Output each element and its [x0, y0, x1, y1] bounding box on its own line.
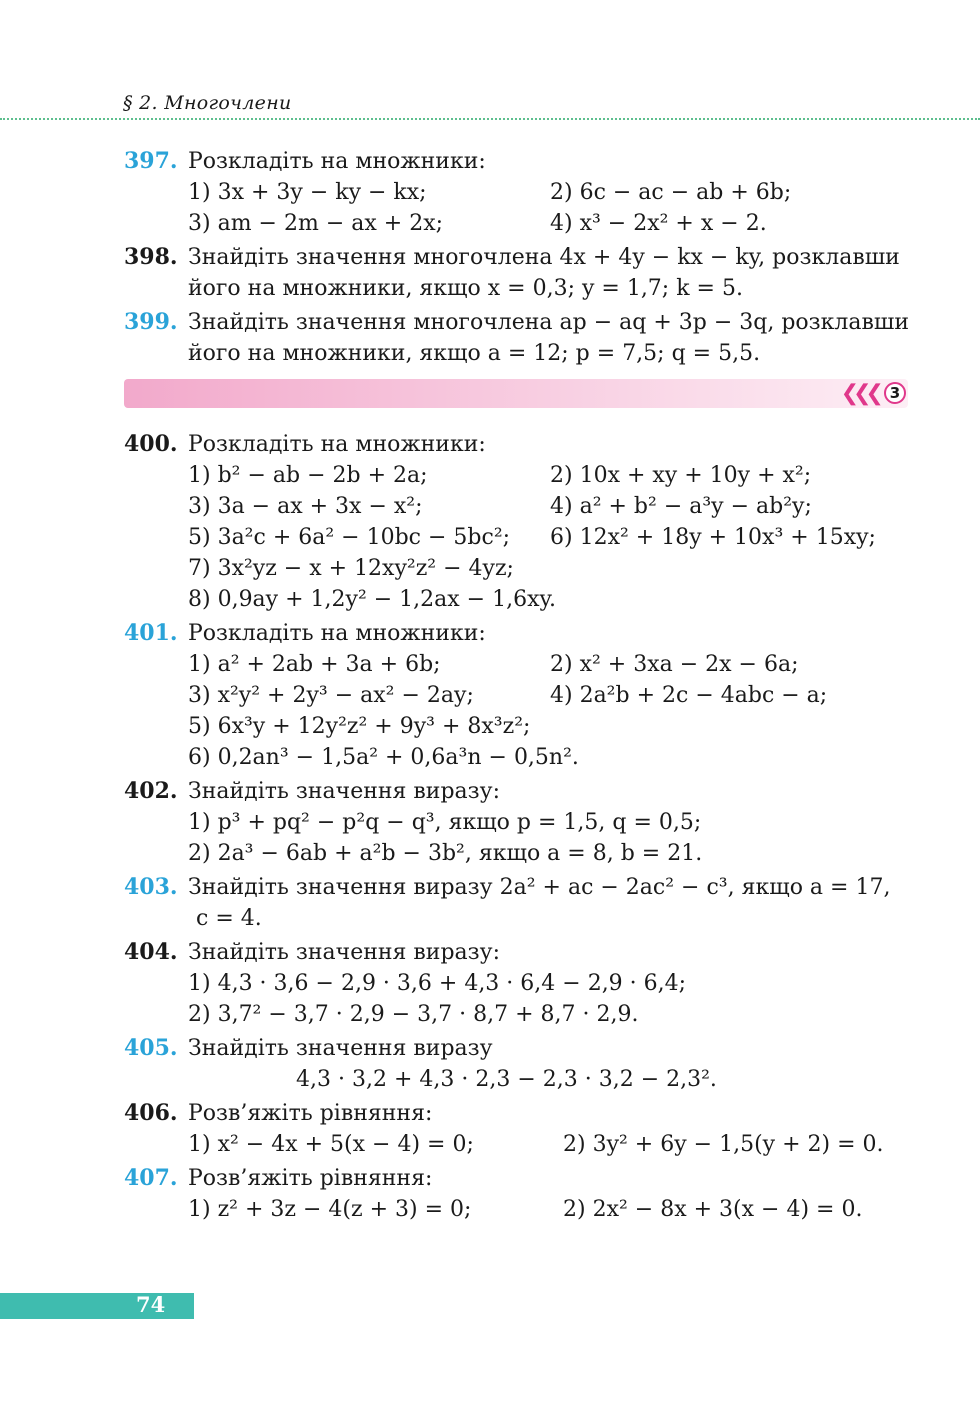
- problem-statement: Знайдіть значення многочлена 4x + 4y − kx − ky, розклавши його на множники, якщо x = 0,3; y = 1,7; k = 5.: [188, 245, 900, 301]
- difficulty-level-band: [124, 379, 908, 408]
- problem-399: [124, 307, 914, 369]
- problem-statement: Розкладіть на множники:: [188, 149, 486, 174]
- problem-403: [124, 872, 914, 934]
- page-number: 74: [136, 1292, 166, 1317]
- problem-item: 2) x² + 3xa − 2x − 6a;: [550, 652, 799, 677]
- problem-item: 4) x³ − 2x² + x − 2.: [550, 211, 767, 236]
- problem-statement-cont: c = 4.: [196, 906, 262, 931]
- level-number: 3: [884, 382, 906, 404]
- problem-number: 405.: [124, 1035, 178, 1061]
- problem-397: [124, 146, 914, 239]
- problem-item: 6) 12x² + 18y + 10x³ + 15xy;: [550, 525, 876, 550]
- problem-item: 2) 10x + xy + 10y + x²;: [550, 463, 812, 488]
- problem-statement: Розкладіть на множники:: [188, 432, 486, 457]
- difficulty-badge: [841, 382, 906, 404]
- problem-item: 5) 6x³y + 12y²z² + 9y³ + 8x³z²;: [188, 714, 531, 739]
- problem-statement: Розв’яжіть рівняння:: [188, 1166, 433, 1191]
- exercise-list: [124, 146, 914, 1228]
- problem-statement: Розкладіть на множники:: [188, 621, 486, 646]
- problem-item: 1) p³ + pq² − p²q − q³, якщо p = 1,5, q = 0,5;: [188, 810, 702, 835]
- problem-405: [124, 1033, 914, 1095]
- problem-item: 8) 0,9ay + 1,2y² − 1,2ax − 1,6xy.: [188, 587, 557, 612]
- problem-item: 1) a² + 2ab + 3a + 6b;: [188, 652, 441, 677]
- problem-statement: Знайдіть значення многочлена ap − aq + 3p − 3q, розклавши його на множники, якщо a = 12; p = 7,5; q = 5,5.: [188, 310, 909, 366]
- problem-statement: Знайдіть значення виразу: [188, 1036, 493, 1061]
- problem-item: 3) x²y² + 2y³ − ax² − 2ay;: [188, 683, 474, 708]
- problem-expression: 4,3 · 3,2 + 4,3 · 2,3 − 2,3 · 3,2 − 2,3².: [296, 1067, 717, 1092]
- problem-number: 404.: [124, 939, 178, 965]
- problem-item: 1) b² − ab − 2b + 2a;: [188, 463, 428, 488]
- problem-number: 407.: [124, 1165, 178, 1191]
- problem-item: 7) 3x²yz − x + 12xy²z² − 4yz;: [188, 556, 514, 581]
- problem-number: 406.: [124, 1100, 178, 1126]
- problem-item: 2) 2a³ − 6ab + a²b − 3b², якщо a = 8, b = 21.: [188, 841, 703, 866]
- problem-number: 403.: [124, 874, 178, 900]
- problem-398: [124, 242, 914, 304]
- problem-statement: Знайдіть значення виразу:: [188, 940, 501, 965]
- problem-number: 398.: [124, 244, 178, 270]
- section-header: § 2. Многочлени: [123, 92, 292, 114]
- problem-item: 2) 3y² + 6y − 1,5(y + 2) = 0.: [563, 1132, 884, 1157]
- problem-number: 400.: [124, 431, 178, 457]
- problem-statement: Знайдіть значення виразу:: [188, 779, 501, 804]
- problem-item: 4) 2a²b + 2c − 4abc − a;: [550, 683, 828, 708]
- problem-number: 397.: [124, 148, 178, 174]
- problem-item: 1) 3x + 3y − ky − kx;: [188, 180, 427, 205]
- problem-item: 5) 3a²c + 6a² − 10bc − 5bc²;: [188, 525, 511, 550]
- problem-400: [124, 429, 914, 615]
- problem-item: 4) a² + b² − a³y − ab²y;: [550, 494, 812, 519]
- problem-item: 1) z² + 3z − 4(z + 3) = 0;: [188, 1197, 472, 1222]
- problem-item: 3) 3a − ax + 3x − x²;: [188, 494, 423, 519]
- problem-item: 2) 3,7² − 3,7 · 2,9 − 3,7 · 8,7 + 8,7 · 2,9.: [188, 1002, 639, 1027]
- problem-item: 3) am − 2m − ax + 2x;: [188, 211, 444, 236]
- chevrons-icon: ❮❮❮: [840, 380, 878, 406]
- problem-item: 6) 0,2an³ − 1,5a² + 0,6a³n − 0,5n².: [188, 745, 579, 770]
- problem-406: [124, 1098, 914, 1160]
- problem-number: 401.: [124, 620, 178, 646]
- problem-item: 1) 4,3 · 3,6 − 2,9 · 3,6 + 4,3 · 6,4 − 2,9 · 6,4;: [188, 971, 687, 996]
- problem-item: 2) 6c − ac − ab + 6b;: [550, 180, 792, 205]
- problem-407: [124, 1163, 914, 1225]
- problem-number: 399.: [124, 309, 178, 335]
- problem-item: 2) 2x² − 8x + 3(x − 4) = 0.: [563, 1197, 863, 1222]
- problem-statement: Розв’яжіть рівняння:: [188, 1101, 433, 1126]
- problem-404: [124, 937, 914, 1030]
- header-divider: [0, 118, 980, 120]
- problem-statement: Знайдіть значення виразу 2a² + ac − 2ac² − c³, якщо a = 17,: [188, 875, 891, 900]
- problem-item: 1) x² − 4x + 5(x − 4) = 0;: [188, 1132, 474, 1157]
- problem-401: [124, 618, 914, 773]
- problem-number: 402.: [124, 778, 178, 804]
- problem-402: [124, 776, 914, 869]
